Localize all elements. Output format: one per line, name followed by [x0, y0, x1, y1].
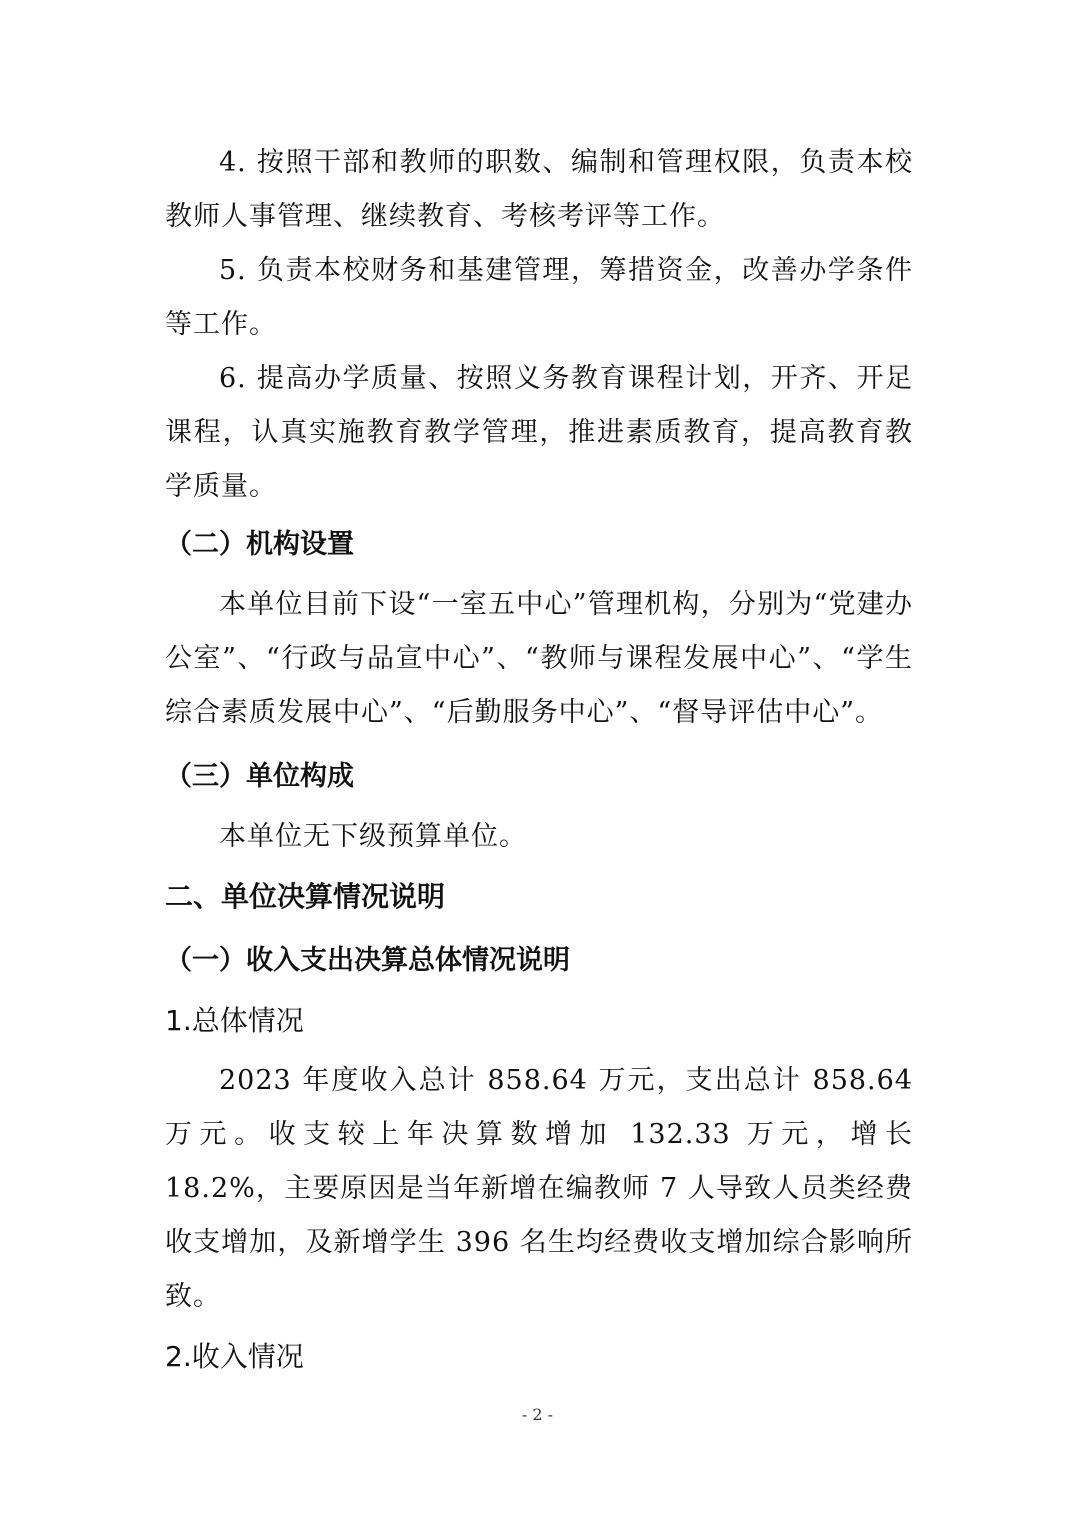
heading-unit-composition: （三）单位构成 [165, 761, 354, 792]
paragraph-org-setup: 本单位目前下设“一室五中心”管理机构，分别为“党建办公室”、“行政与品宣中心”、“教师与课程发展中心”、“学生综合素质发展中心”、“后勤服务中心”、“督导评估中心”。 [165, 589, 913, 728]
heading-overall-situation: 1.总体情况 [165, 1004, 304, 1037]
paragraph-duty-4: 4. 按照干部和教师的职数、编制和管理权限，负责本校教师人事管理、继续教育、考核考评等工作。 [165, 147, 913, 232]
heading-section-two: 二、单位决算情况说明 [165, 880, 446, 913]
paragraph-unit-composition: 本单位无下级预算单位。 [219, 821, 527, 852]
heading-income-expense: （一）收入支出决算总体情况说明 [165, 945, 570, 976]
paragraph-duty-6: 6. 提高办学质量、按照义务教育课程计划，开齐、开足课程，认真实施教育教学管理，推进素质教育，提高教育教学质量。 [165, 363, 913, 502]
page-number: - 2 - [521, 1405, 554, 1424]
heading-org-setup: （二）机构设置 [165, 529, 354, 560]
paragraph-duty-5: 5. 负责本校财务和基建管理，筹措资金，改善办学条件等工作。 [165, 255, 913, 340]
document-body [165, 136, 913, 1384]
heading-income-situation: 2.收入情况 [165, 1340, 304, 1373]
paragraph-overall-situation: 2023 年度收入总计 858.64 万元，支出总计 858.64 万元。收支较上年决算数增加 132.33 万元，增长 18.2%，主要原因是当年新增在编教师 7 人导致人员类经费收支增加，及新增学生 396 名生均经费收支增加综合影响所致。 [165, 1065, 913, 1312]
